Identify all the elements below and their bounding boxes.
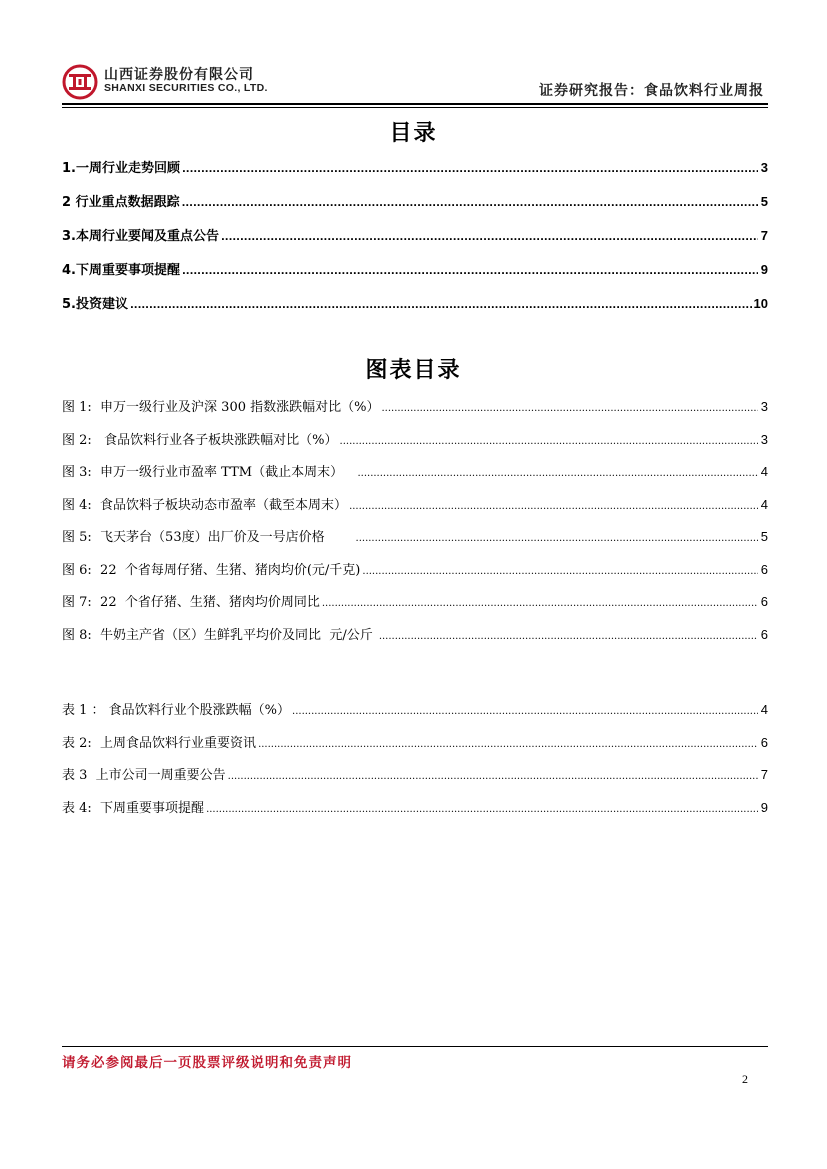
toc-item-page: 3 [760, 160, 768, 175]
figure-item[interactable] [62, 429, 768, 462]
table-item[interactable] [62, 699, 768, 732]
figure-item-label: 图 6: 22 个省每周仔猪、生猪、猪肉均价(元/千克) [62, 562, 361, 578]
figure-item[interactable] [62, 559, 768, 592]
table-item-page: 9 [760, 799, 768, 815]
company-name-cn: 山西证券股份有限公司 [104, 67, 254, 83]
dot-leader [221, 232, 758, 243]
dot-leader [182, 266, 758, 277]
figure-item-page: 3 [760, 399, 768, 414]
footer-divider [62, 1046, 768, 1047]
figure-item-page: 3 [760, 431, 768, 447]
dot-leader [258, 739, 758, 750]
figure-item[interactable] [62, 526, 768, 559]
table-item[interactable] [62, 764, 768, 797]
table-item-page: 7 [760, 767, 768, 782]
toc-title: 目录 [389, 121, 438, 146]
table-item-label: 表 4: 下周重要事项提醒 [62, 800, 205, 816]
dot-leader [130, 300, 752, 311]
table-item-page: 6 [760, 734, 768, 750]
dot-leader [357, 468, 758, 479]
dot-leader [356, 533, 758, 544]
company-name-en: SHANXI SECURITIES CO., LTD. [104, 82, 268, 94]
figure-item-page: 6 [760, 626, 768, 642]
table-item-label: 表 1 ： 食品饮料行业个股涨跌幅（%） [62, 703, 291, 718]
figure-item[interactable] [62, 591, 768, 624]
report-type: 证券研究报告：食品饮料行业周报 [539, 83, 764, 99]
dot-leader [228, 771, 758, 782]
figure-item-page: 4 [760, 496, 768, 512]
table-item[interactable] [62, 732, 768, 765]
toc-item-label: 4.下周重要事项提醒 [62, 263, 180, 278]
figure-item-page: 4 [760, 464, 768, 479]
page-header [62, 60, 768, 108]
toc-item-label: 2 行业重点数据跟踪 [62, 195, 180, 210]
toc-item-label: 5.投资建议 [62, 297, 128, 312]
dot-leader [349, 501, 758, 512]
toc-item-page: 5 [760, 194, 768, 209]
dot-leader [362, 566, 758, 577]
dot-leader [379, 631, 758, 642]
toc-item[interactable] [62, 293, 768, 327]
figures-title: 图表目录 [365, 358, 462, 383]
dot-leader [182, 164, 758, 175]
dot-leader [182, 198, 758, 209]
figure-item-label: 图 7: 22 个省仔猪、生猪、猪肉均价周同比 [62, 595, 320, 610]
company-logo-icon [62, 64, 98, 100]
figure-item-label: 图 4: 食品饮料子板块动态市盈率（截至本周末） [62, 497, 348, 513]
toc-item-page: 10 [753, 296, 768, 311]
page-number: 2 [742, 1072, 748, 1086]
toc-item[interactable] [62, 191, 768, 225]
figure-item[interactable] [62, 624, 768, 657]
table-item-label: 表 3 上市公司一周重要公告 [62, 768, 226, 783]
figure-item-label: 图 5: 飞天茅台（53度）出厂价及一号店价格 [62, 530, 354, 545]
toc-item-label: 3.本周行业要闻及重点公告 [62, 229, 219, 244]
toc-item-page: 9 [760, 262, 768, 277]
toc-item[interactable] [62, 225, 768, 259]
figure-item-page: 5 [760, 529, 768, 544]
header-divider-thin [62, 107, 768, 108]
figure-item[interactable] [62, 494, 768, 527]
table-list [62, 699, 768, 829]
toc-list [62, 157, 768, 327]
toc-item[interactable] [62, 259, 768, 293]
figure-item-label: 图 2: 食品饮料行业各子板块涨跌幅对比（%） [62, 432, 338, 448]
dot-leader [206, 804, 758, 815]
table-item[interactable] [62, 797, 768, 830]
figure-item-page: 6 [760, 561, 768, 577]
figure-item-label: 图 1: 申万一级行业及沪深 300 指数涨跌幅对比（%） [62, 400, 380, 415]
toc-item-page: 7 [760, 228, 768, 243]
dot-leader [322, 598, 758, 609]
figure-item-page: 6 [760, 594, 768, 609]
dot-leader [292, 706, 758, 717]
table-item-page: 4 [760, 702, 768, 717]
header-divider [62, 103, 768, 105]
figure-item[interactable] [62, 461, 768, 494]
figure-item[interactable] [62, 396, 768, 429]
disclaimer: 请务必参阅最后一页股票评级说明和免责声明 [62, 1055, 352, 1071]
dot-leader [381, 403, 758, 414]
toc-item-label: 1.一周行业走势回顾 [62, 161, 180, 176]
figure-item-label: 图 3: 申万一级行业市盈率 TTM（截止本周末） [62, 465, 356, 480]
table-item-label: 表 2: 上周食品饮料行业重要资讯 [62, 735, 257, 751]
toc-item[interactable] [62, 157, 768, 191]
dot-leader [340, 436, 758, 447]
figure-list [62, 396, 768, 656]
figure-item-label: 图 8: 牛奶主产省（区）生鲜乳平均价及同比 元/公斤 [62, 627, 377, 643]
